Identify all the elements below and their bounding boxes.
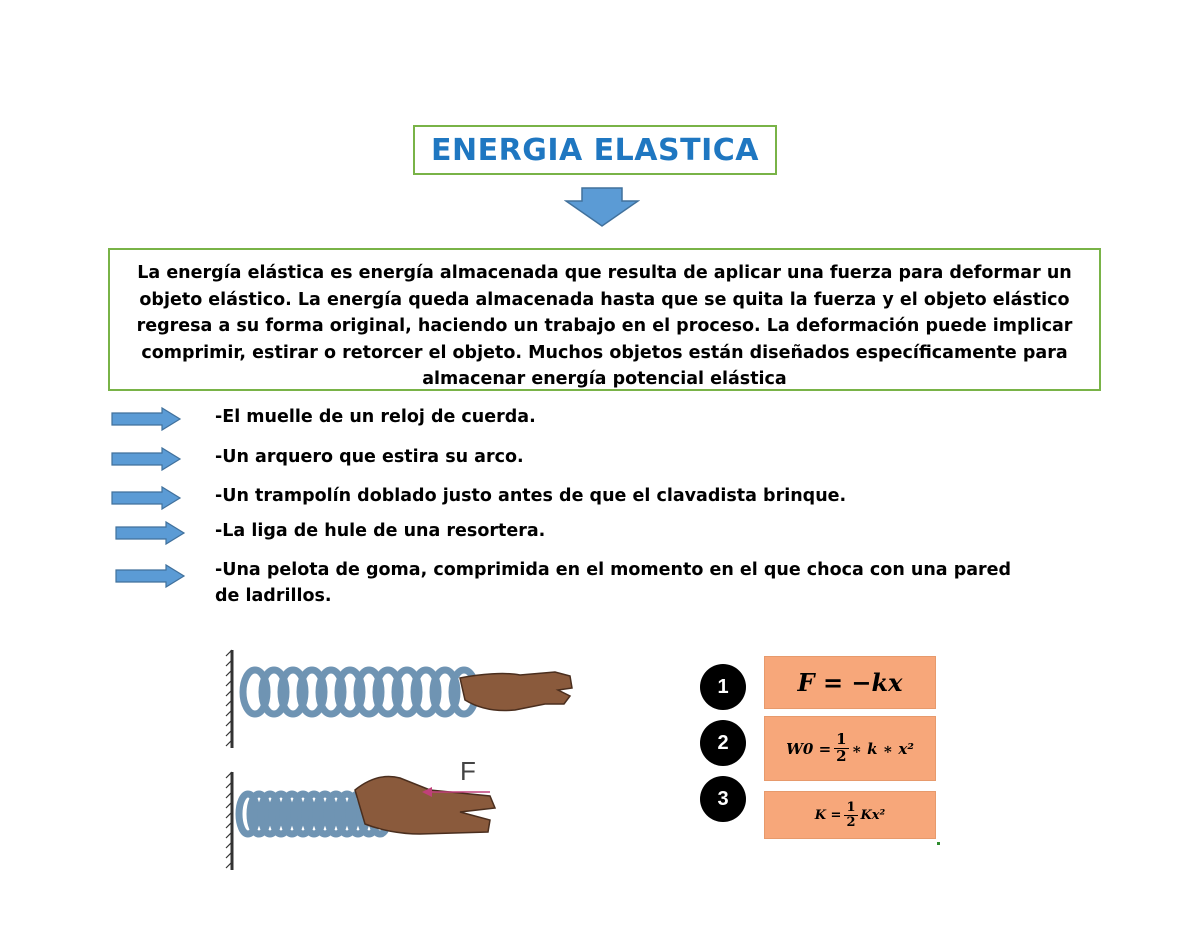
example-text: -La liga de hule de una resortera. xyxy=(215,521,546,541)
right-arrow-icon xyxy=(114,563,186,589)
title-box xyxy=(413,125,777,175)
down-arrow-icon xyxy=(564,187,640,227)
definition-text: La energía elástica es energía almacenada que resulta de aplicar una fuerza para deformar un objeto elástico. La energía queda almacenada hasta que se quita la fuerza y el objeto elástico regresa a su forma original, haciendo un trabajo en el proceso. La deformación puede implicar comprimir, estirar o retorcer el objeto. Muchos objetos están diseñados específicamente para almacenar energía potencial elástica xyxy=(136,263,1073,389)
example-text: -Un arquero que estira su arco. xyxy=(215,447,524,467)
formula-panel xyxy=(690,650,960,850)
number-badge-1: 1 xyxy=(700,664,746,710)
right-arrow-icon xyxy=(114,520,186,546)
example-text: -Un trampolín doblado justo antes de que el clavadista brinque. xyxy=(215,486,847,506)
fraction-one-half: $\frac{1}{2}$ xyxy=(846,799,856,830)
number-badge-2: 2 xyxy=(700,720,746,766)
example-text: -Una pelota de goma, comprimida en el momento en el que choca con una pared de ladrillos. xyxy=(215,560,1012,606)
formula-energy xyxy=(764,791,936,839)
formula-hooke xyxy=(764,656,936,709)
fraction-one-half: $\frac{1}{2}$ xyxy=(836,730,847,765)
formula-energy-rhs: Kx² xyxy=(860,807,886,823)
page-title: ENERGIA ELASTICA xyxy=(431,132,759,168)
formula-hooke-text: F = −kx xyxy=(797,668,903,697)
spring-illustration xyxy=(160,620,595,900)
example-text: -El muelle de un reloj de cuerda. xyxy=(215,407,536,427)
formula-work xyxy=(764,716,936,781)
formula-work-rhs: ∗ k ∗ x² xyxy=(851,739,914,758)
right-arrow-icon xyxy=(110,485,182,511)
definition-box xyxy=(108,248,1101,391)
formula-energy-lhs: K = xyxy=(814,807,842,823)
green-dot xyxy=(937,842,940,845)
formula-work-lhs: W0 = xyxy=(786,739,832,758)
right-arrow-icon xyxy=(110,446,182,472)
number-badge-3: 3 xyxy=(700,776,746,822)
right-arrow-icon xyxy=(110,406,182,432)
force-label: F xyxy=(460,756,476,786)
